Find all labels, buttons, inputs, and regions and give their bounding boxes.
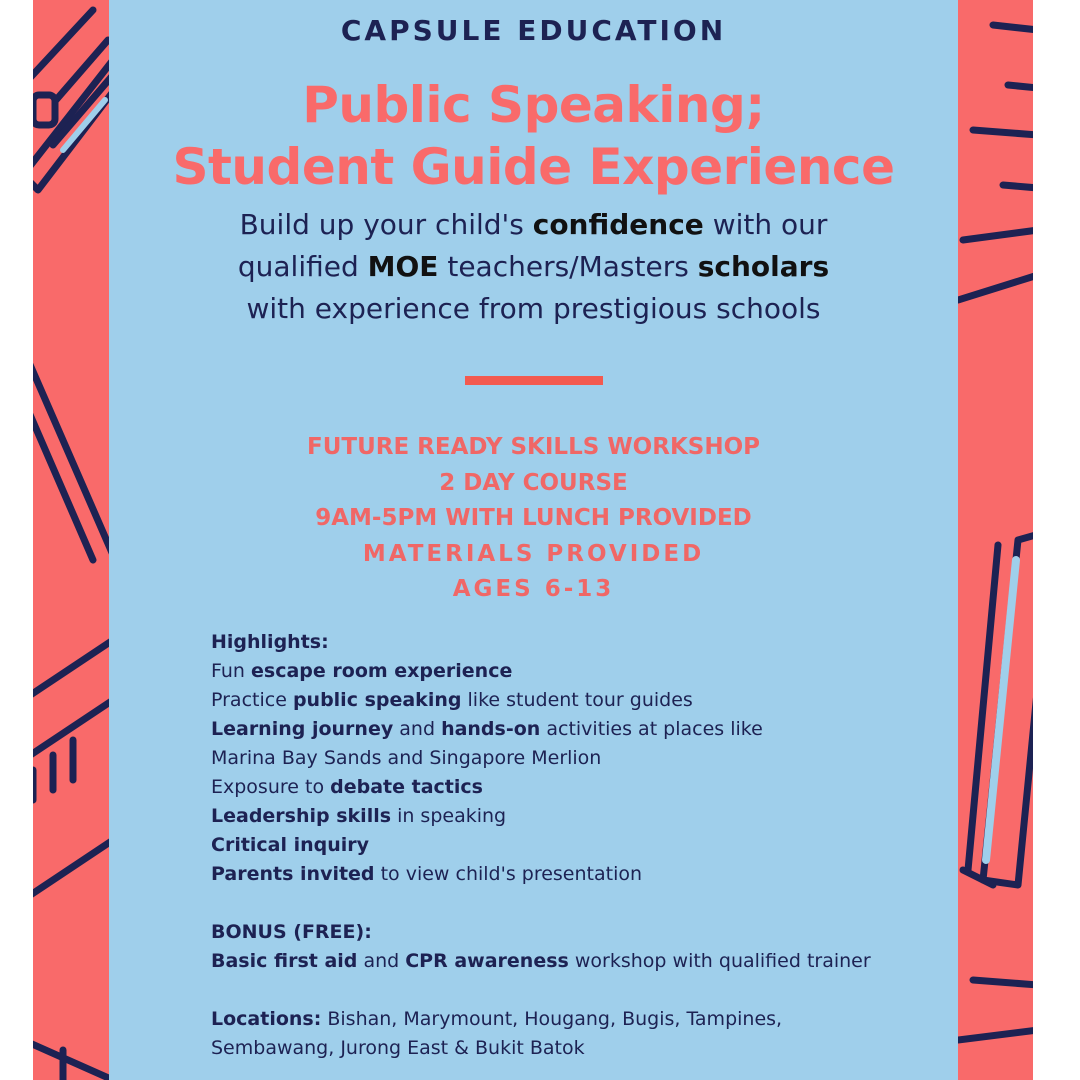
workshop-line-5: AGES 6-13	[452, 576, 615, 602]
locations-label: Locations:	[211, 1008, 322, 1030]
highlight-item	[211, 831, 931, 860]
locations-line-2: Sembawang, Jurong East & Bukit Batok	[211, 1037, 585, 1059]
content-panel	[109, 0, 958, 1080]
intro-text-run: with our	[703, 208, 828, 241]
section-divider	[465, 376, 603, 385]
page-title	[109, 74, 958, 198]
text-emphasis: CPR awareness	[405, 950, 569, 972]
flyer-poster	[33, 0, 1033, 1080]
intro-line-2	[109, 246, 958, 288]
intro-text-run: Build up your child's	[239, 208, 533, 241]
spacer	[211, 889, 931, 918]
spacer	[211, 976, 931, 1005]
text-emphasis: Learning journey	[211, 718, 394, 740]
highlight-item	[211, 686, 931, 715]
highlight-item	[211, 715, 931, 744]
highlight-item	[211, 860, 931, 889]
intro-line-1	[109, 204, 958, 246]
text-run: Fun	[211, 660, 252, 682]
text-run: like student tour guides	[461, 689, 693, 711]
text-run: Bishan, Marymount, Hougang, Bugis, Tampines,	[321, 1008, 783, 1030]
highlight-item: Marina Bay Sands and Singapore Merlion	[211, 747, 602, 769]
text-run: Exposure to	[211, 776, 331, 798]
intro-emphasis-scholars: scholars	[697, 250, 830, 283]
text-run: to view child's presentation	[374, 863, 643, 885]
stationery-illustration-right	[958, 0, 1033, 1080]
text-emphasis: Leadership skills	[211, 805, 392, 827]
intro-emphasis-moe: MOE	[367, 250, 439, 283]
text-emphasis: Parents invited	[211, 863, 375, 885]
workshop-info	[109, 430, 958, 608]
workshop-line-1: FUTURE READY SKILLS WORKSHOP	[307, 434, 760, 460]
title-line-1: Public Speaking;	[302, 76, 765, 134]
workshop-line-3: 9AM-5PM WITH LUNCH PROVIDED	[315, 505, 752, 531]
details-section	[211, 628, 931, 1063]
text-run: Practice	[211, 689, 293, 711]
right-decoration-strip	[958, 0, 1033, 1080]
bonus-heading	[211, 918, 931, 947]
left-decoration-strip	[33, 0, 109, 1080]
text-run: activities at places like	[540, 718, 763, 740]
text-run: workshop with qualified trainer	[568, 950, 871, 972]
intro-text	[109, 204, 958, 330]
text-emphasis: escape room experience	[251, 660, 513, 682]
highlight-item	[211, 657, 931, 686]
bonus-item	[211, 947, 931, 976]
text-emphasis: Critical inquiry	[211, 834, 370, 856]
highlight-item	[211, 773, 931, 802]
workshop-line-4: MATERIALS PROVIDED	[362, 540, 705, 567]
highlights-heading-text: Highlights:	[211, 631, 329, 653]
text-run: and	[393, 718, 442, 740]
bonus-heading-text: BONUS (FREE):	[211, 921, 372, 943]
intro-line-3: with experience from prestigious schools	[246, 292, 821, 325]
locations-line-1	[211, 1005, 931, 1034]
text-run: in speaking	[391, 805, 507, 827]
text-emphasis: public speaking	[292, 689, 462, 711]
intro-text-run: teachers/Masters	[438, 250, 698, 283]
text-emphasis: debate tactics	[330, 776, 483, 798]
workshop-line-2: 2 DAY COURSE	[439, 469, 628, 496]
brand-name: CAPSULE EDUCATION	[340, 14, 727, 47]
stationery-illustration-left	[33, 0, 109, 1080]
title-line-2: Student Guide Experience	[172, 138, 895, 196]
intro-emphasis-confidence: confidence	[532, 208, 704, 241]
text-emphasis: hands-on	[441, 718, 541, 740]
highlight-item	[211, 802, 931, 831]
intro-text-run: qualified	[237, 250, 368, 283]
text-run: and	[357, 950, 406, 972]
text-emphasis: Basic first aid	[211, 950, 358, 972]
highlights-heading	[211, 628, 931, 657]
